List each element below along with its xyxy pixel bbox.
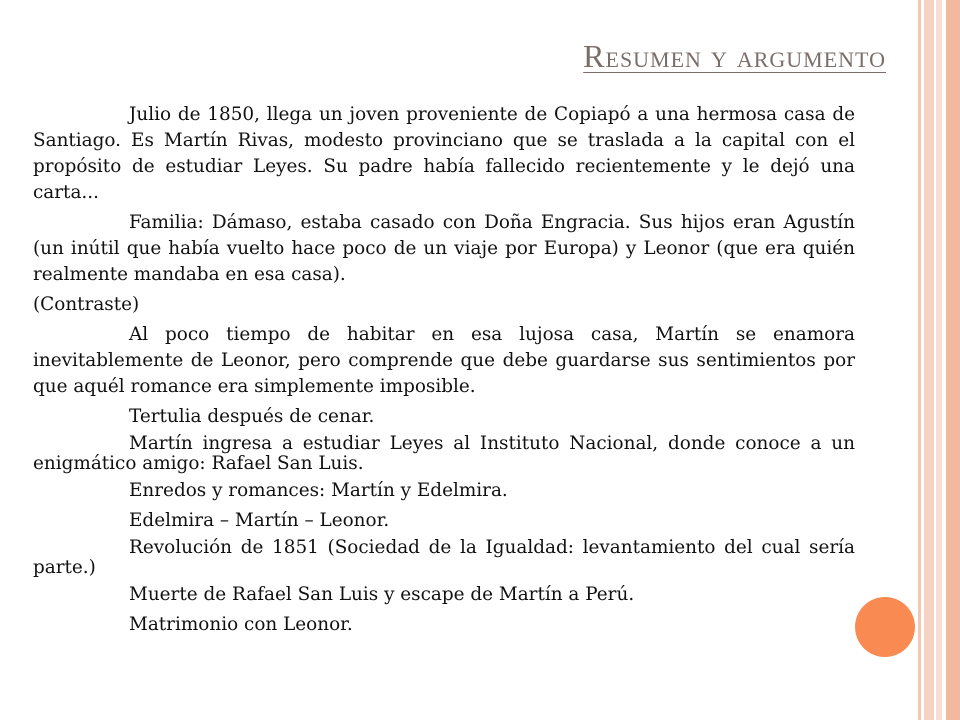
paragraph-romance: Al poco tiempo de habitar en esa lujosa casa, Martín se enamora inevitablemente de Leonor, pero comprende que debe guardarse sus sentimientos por que aquél romance era simplemente imposible. — [33, 324, 855, 397]
paragraph-enredos: Enredos y romances: Martín y Edelmira. — [129, 480, 508, 501]
accent-circle — [855, 597, 915, 657]
paragraph-tertulia: Tertulia después de cenar. — [129, 406, 375, 427]
paragraph-arrival: Julio de 1850, llega un joven proveniente de Copiapó a una hermosa casa de Santiago. Es Martín Rivas, modesto provinciano que se traslada a la capital con el propósito de estudiar Leyes. Su padre había fallecido recientemente y le dejó una carta... — [33, 104, 855, 203]
slide-title: Resumen y argumento — [583, 38, 886, 74]
paragraph-triangle: Edelmira – Martín – Leonor. — [129, 510, 390, 531]
decorative-stripe — [924, 0, 934, 720]
paragraph-revolucion: Revolución de 1851 (Sociedad de la Igualdad: levantamiento del cual sería parte.) — [33, 537, 855, 578]
paragraph-instituto: Martín ingresa a estudiar Leyes al Instituto Nacional, donde conoce a un enigmático amigo: Rafael San Luis. — [33, 433, 855, 474]
paragraph-matrimonio: Matrimonio con Leonor. — [129, 614, 353, 635]
paragraph-muerte: Muerte de Rafael San Luis y escape de Martín a Perú. — [129, 584, 635, 605]
decorative-stripe — [936, 0, 942, 720]
decorative-stripe — [946, 0, 960, 720]
decorative-stripe — [918, 0, 921, 720]
paragraph-contrast: (Contraste) — [33, 294, 140, 315]
paragraph-family: Familia: Dámaso, estaba casado con Doña Engracia. Sus hijos eran Agustín (un inútil que había vuelto hace poco de un viaje por Europa) y Leonor (que era quién realmente mandaba en esa casa). — [33, 212, 855, 285]
slide-body — [33, 102, 855, 638]
